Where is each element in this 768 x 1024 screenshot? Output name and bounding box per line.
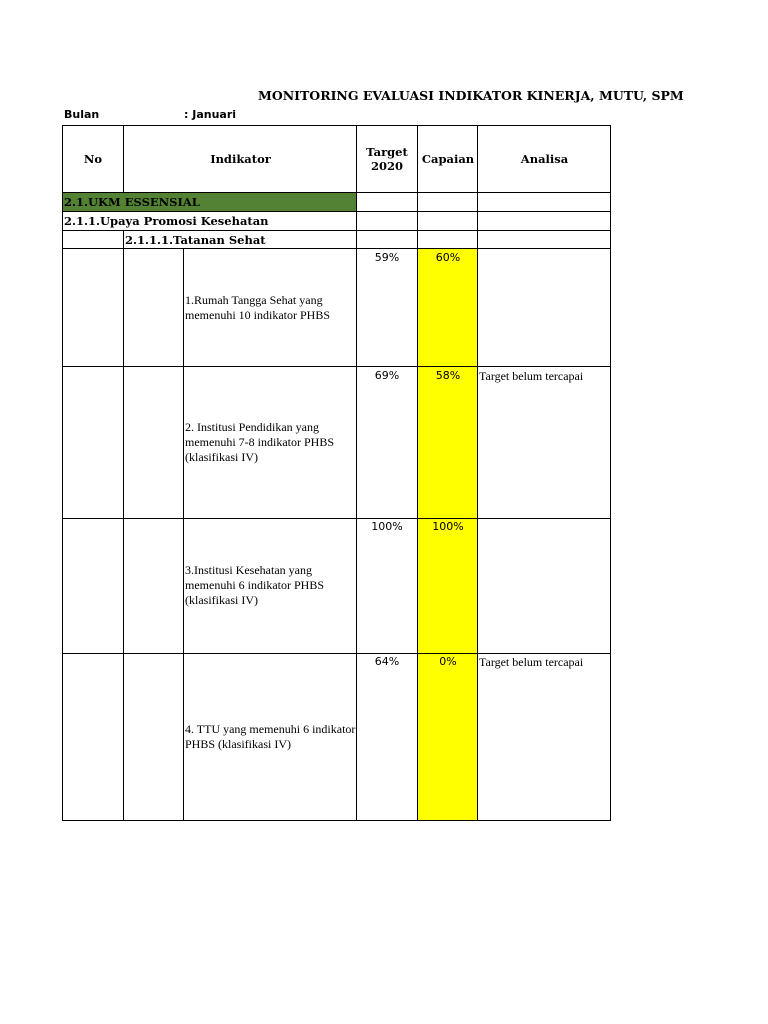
section-heading-promosi: 2.1.1.Upaya Promosi Kesehatan bbox=[64, 214, 269, 228]
target-value: 100% bbox=[371, 520, 403, 533]
target-value: 59% bbox=[374, 251, 400, 264]
target-value: 64% bbox=[374, 655, 400, 668]
row-divider bbox=[62, 230, 611, 231]
row-divider bbox=[62, 518, 611, 519]
capaian-value: 100% bbox=[432, 520, 464, 533]
capaian-value: 58% bbox=[435, 369, 461, 382]
header-no: No bbox=[83, 152, 103, 166]
header-analisa: Analisa bbox=[520, 152, 569, 166]
section-heading-ukm: 2.1.UKM ESSENSIAL bbox=[64, 195, 200, 209]
header-border-bottom bbox=[62, 192, 611, 193]
row-divider bbox=[62, 366, 611, 367]
capaian-value: 0% bbox=[439, 655, 457, 668]
analisa-text: Target belum tercapai bbox=[479, 369, 584, 383]
table-border-bottom bbox=[62, 820, 611, 821]
column-divider bbox=[123, 230, 124, 821]
column-divider bbox=[356, 125, 357, 821]
table-border-right bbox=[610, 125, 611, 821]
target-value: 69% bbox=[374, 369, 400, 382]
table-border-top bbox=[62, 125, 611, 126]
capaian-column-fill bbox=[417, 249, 478, 820]
row-divider bbox=[62, 248, 611, 249]
analisa-text: Target belum tercapai bbox=[479, 655, 584, 669]
column-divider bbox=[183, 248, 184, 821]
capaian-value: 60% bbox=[435, 251, 461, 264]
column-divider bbox=[477, 125, 478, 821]
month-label: Bulan bbox=[64, 108, 100, 121]
section-heading-tatanan: 2.1.1.1.Tatanan Sehat bbox=[125, 233, 266, 247]
header-target-line1: Target bbox=[366, 145, 408, 159]
month-value: : Januari bbox=[184, 108, 237, 121]
row-divider bbox=[62, 211, 611, 212]
table-border-left bbox=[62, 125, 63, 821]
indicator-text: 2. Institusi Pendidikan yang memenuhi 7-8 indikator PHBS (klasifikasi IV) bbox=[185, 420, 334, 464]
row-divider bbox=[62, 653, 611, 654]
header-indikator: Indikator bbox=[210, 152, 271, 166]
indicator-text: 3.Institusi Kesehatan yang memenuhi 6 indikator PHBS (klasifikasi IV) bbox=[185, 563, 324, 607]
header-target-line2: 2020 bbox=[370, 159, 403, 173]
indicator-text: 4. TTU yang memenuhi 6 indikator PHBS (klasifikasi IV) bbox=[185, 722, 356, 751]
indicator-text: 1.Rumah Tangga Sehat yang memenuhi 10 indikator PHBS bbox=[185, 293, 330, 322]
page-title: MONITORING EVALUASI INDIKATOR KINERJA, MUTU, SPM bbox=[258, 88, 684, 103]
header-target bbox=[357, 145, 417, 173]
header-capaian: Capaian bbox=[421, 152, 475, 166]
column-divider bbox=[417, 125, 418, 821]
